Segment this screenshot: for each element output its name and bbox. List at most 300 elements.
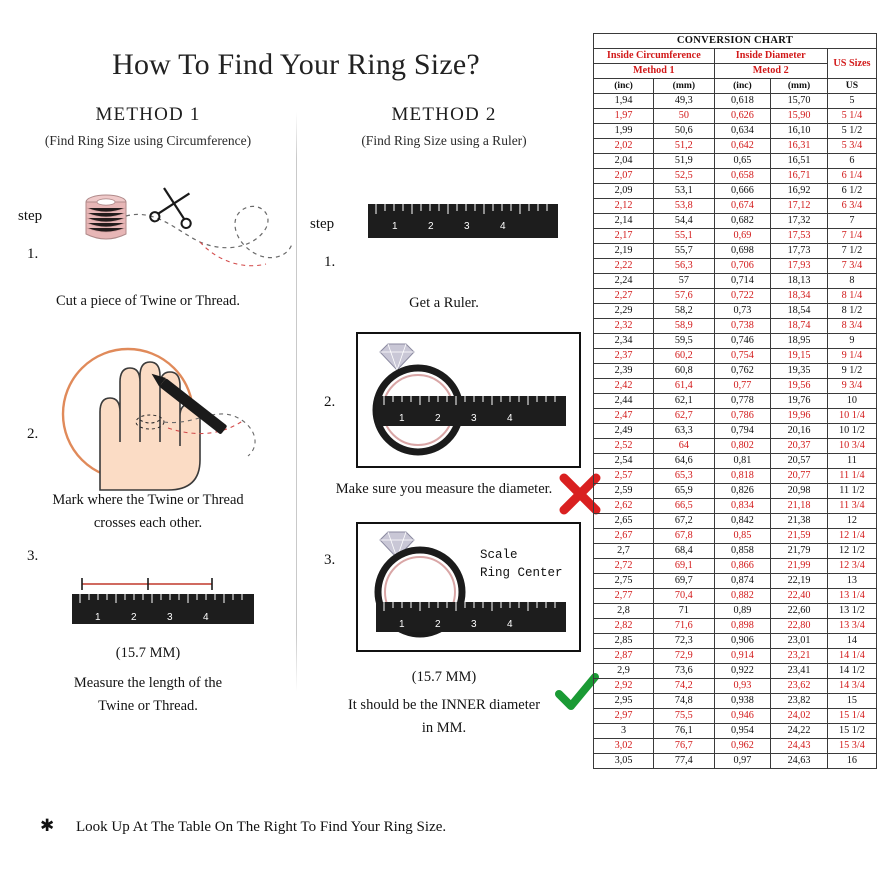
table-cell: 11 1/2 bbox=[827, 484, 876, 499]
group-header-method1: Method 1 bbox=[594, 64, 715, 79]
table-cell: 2,39 bbox=[594, 364, 654, 379]
table-cell: 13 1/2 bbox=[827, 604, 876, 619]
table-cell: 0,882 bbox=[714, 589, 771, 604]
table-cell: 73,6 bbox=[654, 664, 715, 679]
table-cell: 22,60 bbox=[771, 604, 828, 619]
table-cell: 77,4 bbox=[654, 754, 715, 769]
table-cell: 0,73 bbox=[714, 304, 771, 319]
table-cell: 58,9 bbox=[654, 319, 715, 334]
table-cell: 18,95 bbox=[771, 334, 828, 349]
table-cell: 9 1/4 bbox=[827, 349, 876, 364]
table-cell: 13 1/4 bbox=[827, 589, 876, 604]
table-cell: 50 bbox=[654, 109, 715, 124]
table-cell: 58,2 bbox=[654, 304, 715, 319]
table-cell: 24,63 bbox=[771, 754, 828, 769]
table-cell: 57 bbox=[654, 274, 715, 289]
table-row bbox=[594, 694, 877, 709]
table-row bbox=[594, 379, 877, 394]
table-cell: 13 3/4 bbox=[827, 619, 876, 634]
table-cell: 17,93 bbox=[771, 259, 828, 274]
group-header-circumference-line1: Inside Circumference bbox=[606, 50, 701, 61]
table-cell: 2,65 bbox=[594, 514, 654, 529]
method-2-step-1-number: 1. bbox=[324, 254, 336, 270]
table-row bbox=[594, 184, 877, 199]
unit-header-mm-1: (mm) bbox=[654, 79, 715, 94]
table-cell: 23,82 bbox=[771, 694, 828, 709]
hand-with-twine-illustration bbox=[48, 342, 278, 492]
table-cell: 2,54 bbox=[594, 454, 654, 469]
table-cell: 2,72 bbox=[594, 559, 654, 574]
table-cell: 3,05 bbox=[594, 754, 654, 769]
table-cell: 16,31 bbox=[771, 139, 828, 154]
table-cell: 2,42 bbox=[594, 379, 654, 394]
svg-text:3: 3 bbox=[464, 221, 470, 232]
table-cell: 0,954 bbox=[714, 724, 771, 739]
unit-header-us: US bbox=[827, 79, 876, 94]
table-row bbox=[594, 319, 877, 334]
table-cell: 0,762 bbox=[714, 364, 771, 379]
table-cell: 0,794 bbox=[714, 424, 771, 439]
table-cell: 22,80 bbox=[771, 619, 828, 634]
table-cell: 17,73 bbox=[771, 244, 828, 259]
table-row bbox=[594, 724, 877, 739]
conversion-chart bbox=[593, 33, 877, 769]
table-cell: 0,914 bbox=[714, 649, 771, 664]
table-cell: 18,54 bbox=[771, 304, 828, 319]
twine-and-scissors-illustration bbox=[60, 182, 296, 292]
table-cell: 0,634 bbox=[714, 124, 771, 139]
table-cell: 2,12 bbox=[594, 199, 654, 214]
method-2-heading: METHOD 2 bbox=[391, 104, 497, 125]
table-cell: 18,34 bbox=[771, 289, 828, 304]
table-cell: 2,7 bbox=[594, 544, 654, 559]
table-cell: 0,786 bbox=[714, 409, 771, 424]
svg-text:4: 4 bbox=[500, 221, 506, 232]
table-row bbox=[594, 244, 877, 259]
table-cell: 22,40 bbox=[771, 589, 828, 604]
method-1-step-3-caption-line1: Measure the length of the bbox=[73, 675, 223, 691]
table-cell: 68,4 bbox=[654, 544, 715, 559]
table-cell: 0,65 bbox=[714, 154, 771, 169]
table-row bbox=[594, 454, 877, 469]
table-cell: 12 1/4 bbox=[827, 529, 876, 544]
group-header-method2: Metod 2 bbox=[714, 64, 827, 79]
table-cell: 72,3 bbox=[654, 634, 715, 649]
method-2-step-3-caption-line2: in MM. bbox=[421, 720, 467, 736]
table-cell: 2,49 bbox=[594, 424, 654, 439]
method-2-step-2-caption: Make sure you measure the diameter. bbox=[335, 481, 553, 497]
table-cell: 2,8 bbox=[594, 604, 654, 619]
conversion-table-body bbox=[594, 94, 877, 769]
table-cell: 8 3/4 bbox=[827, 319, 876, 334]
table-cell: 20,16 bbox=[771, 424, 828, 439]
table-cell: 19,76 bbox=[771, 394, 828, 409]
table-cell: 2,19 bbox=[594, 244, 654, 259]
table-cell: 0,874 bbox=[714, 574, 771, 589]
table-cell: 2,92 bbox=[594, 679, 654, 694]
table-cell: 60,8 bbox=[654, 364, 715, 379]
table-cell: 0,706 bbox=[714, 259, 771, 274]
table-row bbox=[594, 484, 877, 499]
table-cell: 7 1/2 bbox=[827, 244, 876, 259]
table-group-header-row bbox=[594, 49, 877, 64]
table-cell: 54,4 bbox=[654, 214, 715, 229]
table-cell: 18,13 bbox=[771, 274, 828, 289]
group-header-circumference bbox=[594, 49, 715, 64]
method-2-step-label: step bbox=[310, 216, 335, 232]
table-cell: 19,15 bbox=[771, 349, 828, 364]
table-cell: 0,754 bbox=[714, 349, 771, 364]
table-row bbox=[594, 754, 877, 769]
table-cell: 20,57 bbox=[771, 454, 828, 469]
table-cell: 52,5 bbox=[654, 169, 715, 184]
table-cell: 2,34 bbox=[594, 334, 654, 349]
table-cell: 50,6 bbox=[654, 124, 715, 139]
table-cell: 0,746 bbox=[714, 334, 771, 349]
table-cell: 0,618 bbox=[714, 94, 771, 109]
table-cell: 74,2 bbox=[654, 679, 715, 694]
table-cell: 17,12 bbox=[771, 199, 828, 214]
table-cell: 20,98 bbox=[771, 484, 828, 499]
table-cell: 9 1/2 bbox=[827, 364, 876, 379]
table-cell: 16,51 bbox=[771, 154, 828, 169]
table-cell: 2,14 bbox=[594, 214, 654, 229]
svg-text:3: 3 bbox=[471, 619, 477, 630]
method-2-measurement-value: (15.7 MM) bbox=[411, 669, 477, 685]
table-cell: 24,43 bbox=[771, 739, 828, 754]
method-1-measurement-value: (15.7 MM) bbox=[115, 645, 181, 661]
unit-header-mm-2: (mm) bbox=[771, 79, 828, 94]
table-cell: 63,3 bbox=[654, 424, 715, 439]
table-cell: 0,738 bbox=[714, 319, 771, 334]
table-row bbox=[594, 409, 877, 424]
table-cell: 53,8 bbox=[654, 199, 715, 214]
table-cell: 6 3/4 bbox=[827, 199, 876, 214]
table-cell: 0,866 bbox=[714, 559, 771, 574]
table-cell: 15,90 bbox=[771, 109, 828, 124]
table-cell: 16,71 bbox=[771, 169, 828, 184]
table-cell: 2,59 bbox=[594, 484, 654, 499]
table-cell: 55,1 bbox=[654, 229, 715, 244]
table-cell: 0,962 bbox=[714, 739, 771, 754]
table-cell: 49,3 bbox=[654, 94, 715, 109]
footer-note-text: Look Up At The Table On The Right To Find Your Ring Size. bbox=[76, 819, 447, 835]
table-cell: 75,5 bbox=[654, 709, 715, 724]
table-cell: 74,8 bbox=[654, 694, 715, 709]
svg-text:2: 2 bbox=[435, 413, 441, 424]
table-cell: 21,79 bbox=[771, 544, 828, 559]
table-cell: 11 1/4 bbox=[827, 469, 876, 484]
svg-text:4: 4 bbox=[507, 413, 513, 424]
table-cell: 21,38 bbox=[771, 514, 828, 529]
table-cell: 2,87 bbox=[594, 649, 654, 664]
incorrect-measurement-figure bbox=[356, 332, 581, 468]
table-row bbox=[594, 154, 877, 169]
table-cell: 17,32 bbox=[771, 214, 828, 229]
table-row bbox=[594, 199, 877, 214]
table-unit-header-row bbox=[594, 79, 877, 94]
table-cell: 0,826 bbox=[714, 484, 771, 499]
table-cell: 67,2 bbox=[654, 514, 715, 529]
ruler-illustration bbox=[368, 204, 558, 248]
table-cell: 15 1/2 bbox=[827, 724, 876, 739]
table-row bbox=[594, 424, 877, 439]
table-cell: 20,77 bbox=[771, 469, 828, 484]
method-2-step-1-caption: Get a Ruler. bbox=[409, 295, 479, 311]
svg-text:3: 3 bbox=[167, 612, 173, 623]
table-cell: 61,4 bbox=[654, 379, 715, 394]
table-cell: 51,2 bbox=[654, 139, 715, 154]
table-cell: 0,858 bbox=[714, 544, 771, 559]
table-cell: 2,47 bbox=[594, 409, 654, 424]
table-title-row bbox=[594, 34, 877, 49]
table-cell: 10 1/2 bbox=[827, 424, 876, 439]
conversion-chart-title: CONVERSION CHART bbox=[594, 34, 877, 49]
table-row bbox=[594, 619, 877, 634]
table-cell: 56,3 bbox=[654, 259, 715, 274]
table-cell: 62,1 bbox=[654, 394, 715, 409]
table-row bbox=[594, 439, 877, 454]
svg-text:1: 1 bbox=[95, 612, 101, 623]
method-1-step-3-caption-line2: Twine or Thread. bbox=[98, 698, 198, 714]
table-cell: 0,698 bbox=[714, 244, 771, 259]
table-cell: 15 1/4 bbox=[827, 709, 876, 724]
table-cell: 7 1/4 bbox=[827, 229, 876, 244]
table-cell: 7 3/4 bbox=[827, 259, 876, 274]
table-cell: 65,3 bbox=[654, 469, 715, 484]
table-cell: 9 bbox=[827, 334, 876, 349]
svg-text:1: 1 bbox=[399, 413, 405, 424]
table-cell: 57,6 bbox=[654, 289, 715, 304]
table-cell: 66,5 bbox=[654, 499, 715, 514]
table-cell: 71,6 bbox=[654, 619, 715, 634]
table-cell: 3,02 bbox=[594, 739, 654, 754]
table-cell: 20,37 bbox=[771, 439, 828, 454]
table-cell: 0,93 bbox=[714, 679, 771, 694]
vertical-divider bbox=[296, 112, 297, 692]
table-cell: 0,658 bbox=[714, 169, 771, 184]
table-row bbox=[594, 634, 877, 649]
method-1-heading: METHOD 1 bbox=[95, 104, 201, 125]
table-cell: 55,7 bbox=[654, 244, 715, 259]
table-row bbox=[594, 364, 877, 379]
table-row bbox=[594, 709, 877, 724]
flat-ruler-with-thread-illustration bbox=[72, 576, 254, 630]
table-cell: 0,938 bbox=[714, 694, 771, 709]
table-cell: 10 bbox=[827, 394, 876, 409]
method-1-step-1-caption: Cut a piece of Twine or Thread. bbox=[55, 293, 241, 309]
table-cell: 22,19 bbox=[771, 574, 828, 589]
table-cell: 10 3/4 bbox=[827, 439, 876, 454]
table-cell: 23,21 bbox=[771, 649, 828, 664]
svg-text:2: 2 bbox=[131, 612, 137, 623]
table-cell: 14 1/4 bbox=[827, 649, 876, 664]
table-cell: 2,57 bbox=[594, 469, 654, 484]
table-row bbox=[594, 574, 877, 589]
table-row bbox=[594, 139, 877, 154]
table-cell: 10 1/4 bbox=[827, 409, 876, 424]
table-row bbox=[594, 559, 877, 574]
table-cell: 60,2 bbox=[654, 349, 715, 364]
table-cell: 69,7 bbox=[654, 574, 715, 589]
table-cell: 7 bbox=[827, 214, 876, 229]
method-1-step-2-number: 2. bbox=[27, 426, 39, 442]
table-cell: 12 bbox=[827, 514, 876, 529]
method-2-column bbox=[296, 104, 592, 736]
table-row bbox=[594, 304, 877, 319]
table-cell: 15 bbox=[827, 694, 876, 709]
methods-container bbox=[0, 104, 592, 736]
table-cell: 2,29 bbox=[594, 304, 654, 319]
table-cell: 0,906 bbox=[714, 634, 771, 649]
table-cell: 0,89 bbox=[714, 604, 771, 619]
unit-header-inc-2: (inc) bbox=[714, 79, 771, 94]
method-1-column bbox=[0, 104, 296, 714]
table-row bbox=[594, 664, 877, 679]
table-cell: 11 3/4 bbox=[827, 499, 876, 514]
table-cell: 23,62 bbox=[771, 679, 828, 694]
table-cell: 0,898 bbox=[714, 619, 771, 634]
table-cell: 1,94 bbox=[594, 94, 654, 109]
table-cell: 2,9 bbox=[594, 664, 654, 679]
table-cell: 19,96 bbox=[771, 409, 828, 424]
table-cell: 59,5 bbox=[654, 334, 715, 349]
table-cell: 5 3/4 bbox=[827, 139, 876, 154]
table-row bbox=[594, 259, 877, 274]
table-row bbox=[594, 514, 877, 529]
table-row bbox=[594, 544, 877, 559]
table-cell: 65,9 bbox=[654, 484, 715, 499]
table-cell: 2,77 bbox=[594, 589, 654, 604]
table-cell: 76,1 bbox=[654, 724, 715, 739]
table-row bbox=[594, 289, 877, 304]
method-2-step-3-number: 3. bbox=[324, 552, 336, 568]
table-cell: 2,22 bbox=[594, 259, 654, 274]
table-row bbox=[594, 589, 877, 604]
table-cell: 16,92 bbox=[771, 184, 828, 199]
table-cell: 21,59 bbox=[771, 529, 828, 544]
table-row bbox=[594, 604, 877, 619]
table-row bbox=[594, 214, 877, 229]
group-header-us-sizes: US Sizes bbox=[827, 49, 876, 79]
table-cell: 62,7 bbox=[654, 409, 715, 424]
table-cell: 3 bbox=[594, 724, 654, 739]
table-cell: 16,10 bbox=[771, 124, 828, 139]
table-cell: 8 bbox=[827, 274, 876, 289]
table-cell: 1,97 bbox=[594, 109, 654, 124]
table-cell: 5 bbox=[827, 94, 876, 109]
method-1-step-1-number: 1. bbox=[27, 246, 39, 262]
unit-header-inc-1: (inc) bbox=[594, 79, 654, 94]
table-cell: 21,99 bbox=[771, 559, 828, 574]
table-cell: 2,02 bbox=[594, 139, 654, 154]
method-1-step-label: step bbox=[18, 208, 43, 224]
table-cell: 23,41 bbox=[771, 664, 828, 679]
method-2-step-3-caption-line1: It should be the INNER diameter bbox=[347, 697, 541, 713]
method-1-subheading: (Find Ring Size using Circumference) bbox=[44, 133, 252, 148]
table-cell: 72,9 bbox=[654, 649, 715, 664]
table-cell: 2,44 bbox=[594, 394, 654, 409]
scale-overlay-line2: Ring Center bbox=[480, 566, 563, 581]
table-cell: 14 bbox=[827, 634, 876, 649]
svg-text:4: 4 bbox=[507, 619, 513, 630]
table-cell: 17,53 bbox=[771, 229, 828, 244]
table-cell: 16 bbox=[827, 754, 876, 769]
table-cell: 0,626 bbox=[714, 109, 771, 124]
table-cell: 19,35 bbox=[771, 364, 828, 379]
table-row bbox=[594, 229, 877, 244]
table-cell: 19,56 bbox=[771, 379, 828, 394]
table-cell: 70,4 bbox=[654, 589, 715, 604]
svg-text:4: 4 bbox=[203, 612, 209, 623]
table-cell: 0,81 bbox=[714, 454, 771, 469]
table-row bbox=[594, 499, 877, 514]
table-cell: 0,778 bbox=[714, 394, 771, 409]
table-cell: 2,85 bbox=[594, 634, 654, 649]
table-cell: 2,97 bbox=[594, 709, 654, 724]
table-cell: 6 1/2 bbox=[827, 184, 876, 199]
table-row bbox=[594, 739, 877, 754]
table-row bbox=[594, 679, 877, 694]
table-cell: 24,22 bbox=[771, 724, 828, 739]
group-header-diameter-line1: Inside Diameter bbox=[735, 50, 806, 61]
table-cell: 51,9 bbox=[654, 154, 715, 169]
table-row bbox=[594, 124, 877, 139]
table-cell: 14 3/4 bbox=[827, 679, 876, 694]
table-cell: 0,922 bbox=[714, 664, 771, 679]
table-row bbox=[594, 109, 877, 124]
table-row bbox=[594, 394, 877, 409]
table-cell: 2,09 bbox=[594, 184, 654, 199]
method-1-step-3-number: 3. bbox=[27, 548, 39, 564]
table-cell: 2,67 bbox=[594, 529, 654, 544]
table-cell: 15 3/4 bbox=[827, 739, 876, 754]
table-cell: 0,714 bbox=[714, 274, 771, 289]
table-cell: 6 bbox=[827, 154, 876, 169]
table-cell: 0,642 bbox=[714, 139, 771, 154]
table-cell: 2,24 bbox=[594, 274, 654, 289]
table-cell: 2,82 bbox=[594, 619, 654, 634]
table-cell: 14 1/2 bbox=[827, 664, 876, 679]
table-cell: 0,842 bbox=[714, 514, 771, 529]
footer-note bbox=[40, 816, 446, 836]
table-cell: 2,37 bbox=[594, 349, 654, 364]
table-cell: 5 1/4 bbox=[827, 109, 876, 124]
table-row bbox=[594, 94, 877, 109]
table-cell: 64 bbox=[654, 439, 715, 454]
table-cell: 0,674 bbox=[714, 199, 771, 214]
table-cell: 18,74 bbox=[771, 319, 828, 334]
correct-measurement-figure bbox=[356, 522, 581, 652]
table-cell: 12 1/2 bbox=[827, 544, 876, 559]
table-cell: 9 3/4 bbox=[827, 379, 876, 394]
table-cell: 8 1/2 bbox=[827, 304, 876, 319]
svg-text:2: 2 bbox=[428, 221, 434, 232]
table-cell: 0,69 bbox=[714, 229, 771, 244]
table-cell: 11 bbox=[827, 454, 876, 469]
table-cell: 0,77 bbox=[714, 379, 771, 394]
table-cell: 2,27 bbox=[594, 289, 654, 304]
table-cell: 76,7 bbox=[654, 739, 715, 754]
table-cell: 2,17 bbox=[594, 229, 654, 244]
table-cell: 64,6 bbox=[654, 454, 715, 469]
table-cell: 13 bbox=[827, 574, 876, 589]
table-cell: 71 bbox=[654, 604, 715, 619]
table-cell: 0,834 bbox=[714, 499, 771, 514]
method-2-subheading: (Find Ring Size using a Ruler) bbox=[361, 133, 527, 148]
svg-text:1: 1 bbox=[392, 221, 398, 232]
table-row bbox=[594, 274, 877, 289]
